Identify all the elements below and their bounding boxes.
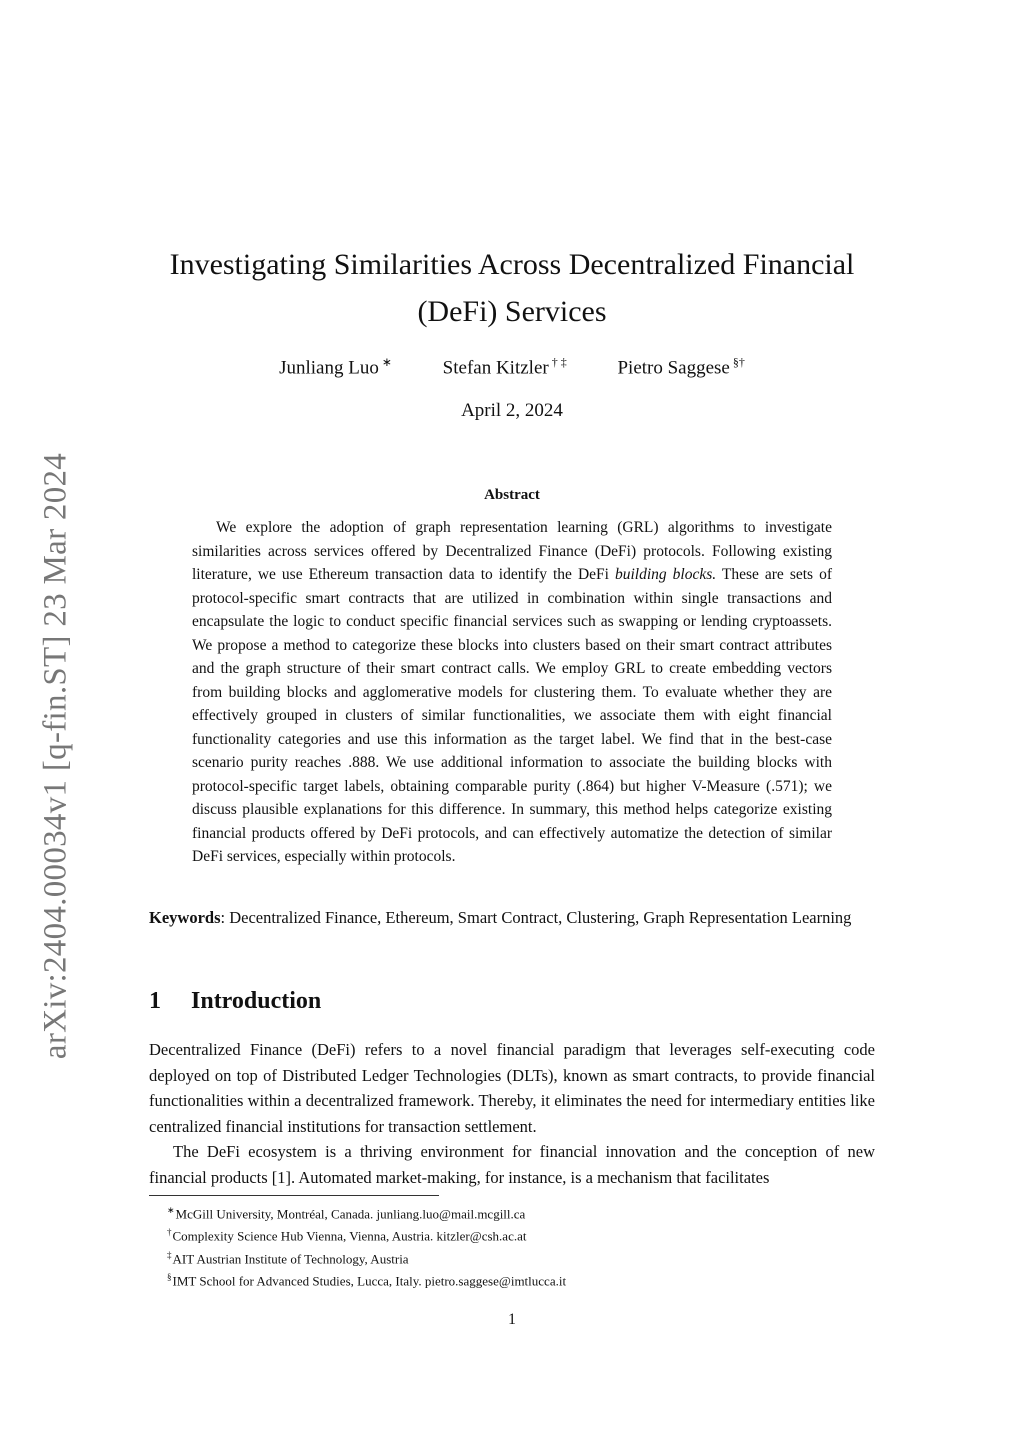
author-name: Pietro Saggese: [617, 357, 730, 379]
footnote-rule: [149, 1195, 439, 1196]
author-2: [443, 355, 567, 379]
body-paragraph: Decentralized Finance (DeFi) refers to a novel financial paradigm that leverages self-executing code deployed on top of Distributed Ledger Technologies (DLTs), known as smart contracts, to provide financial functionalities within a decentralized framework. Thereby, it eliminates the need for intermediary entities like centralized financial institutions for transaction settlement.: [149, 1040, 875, 1136]
footnote-mark: ‡: [167, 1249, 172, 1260]
footnote-text: AIT Austrian Institute of Technology, Austria: [172, 1250, 409, 1266]
paper-title: [150, 241, 874, 335]
author-affiliation-marks: † ‡: [551, 355, 567, 369]
footnote: [149, 1268, 566, 1290]
author-list: [150, 355, 874, 379]
author-affiliation-marks: ∗: [381, 355, 392, 369]
abstract-emphasis: building blocks.: [614, 566, 717, 583]
keywords-label: Keywords: [149, 908, 221, 927]
footnote: [149, 1246, 566, 1268]
keywords-list: : Decentralized Finance, Ethereum, Smart Contract, Clustering, Graph Representation Learning: [220, 908, 852, 927]
section-heading: [149, 988, 321, 1015]
abstract-text: [192, 516, 832, 869]
section-body: [149, 1037, 875, 1190]
section-title: Introduction: [191, 988, 322, 1014]
section-number: 1: [149, 988, 161, 1014]
footnote-mark: §: [167, 1271, 172, 1282]
author-name: Junliang Luo: [279, 357, 379, 379]
abstract-text-part-1: We explore the adoption of graph representation learning (GRL) algorithms to investigate similarities across services offered by Decentralized Finance (DeFi) protocols. Following existing literature, we use Ethereum transaction data to identify the DeFi: [192, 519, 832, 583]
footnote: [149, 1223, 566, 1245]
footnote-mark: †: [167, 1227, 172, 1238]
abstract-text-part-2: These are sets of protocol-specific smart contracts that are utilized in combination within single transactions and encapsulate the logic to conduct specific financial services such as swapping or lending cryptoassets. We propose a method to categorize these blocks into clusters based on their smart contract attributes and the graph structure of their smart contract calls. We employ GRL to create embedding vectors from building blocks and agglomerative models for clustering them. To evaluate whether they are effectively grouped in clusters of similar functionalities, we associate them with eight financial functionality categories and use this information as the target label. We find that in the best-case scenario purity reaches .888. We use additional information to associate the building blocks with protocol-specific target labels, obtaining comparable purity (.864) but higher V-Measure (.571); we discuss plausible explanations for this difference. In summary, this method helps categorize existing financial products offered by DeFi protocols, and can effectively automatize the detection of similar DeFi services, especially within protocols.: [192, 566, 832, 865]
title-line-2: (DeFi) Services: [417, 295, 607, 328]
author-1: [279, 355, 392, 379]
author-3: [617, 355, 744, 379]
footnote-mark: ∗: [167, 1205, 175, 1215]
keywords: [149, 905, 875, 931]
publication-date: April 2, 2024: [461, 400, 563, 421]
arxiv-identifier-stamp: arXiv:2404.00034v1 [q-fin.ST] 23 Mar 2024: [37, 452, 74, 1060]
footnotes: [149, 1201, 566, 1290]
author-affiliation-marks: §†: [732, 355, 745, 369]
author-name: Stefan Kitzler: [442, 357, 549, 379]
footnote-text: McGill University, Montréal, Canada. junliang.luo@mail.mcgill.ca: [175, 1206, 526, 1222]
title-line-1: Investigating Similarities Across Decentralized Financial: [169, 248, 855, 281]
footnote-text: Complexity Science Hub Vienna, Vienna, Austria. kitzler@csh.ac.at: [172, 1228, 527, 1244]
body-paragraph: The DeFi ecosystem is a thriving environment for financial innovation and the conception of new financial products [1]. Automated market-making, for instance, is a mechanism that facilitates: [149, 1142, 875, 1187]
page-number: 1: [508, 1311, 516, 1328]
footnote: [149, 1201, 566, 1223]
abstract-heading: Abstract: [484, 487, 540, 503]
footnote-text: IMT School for Advanced Studies, Lucca, Italy. pietro.saggese@imtlucca.it: [172, 1273, 567, 1289]
